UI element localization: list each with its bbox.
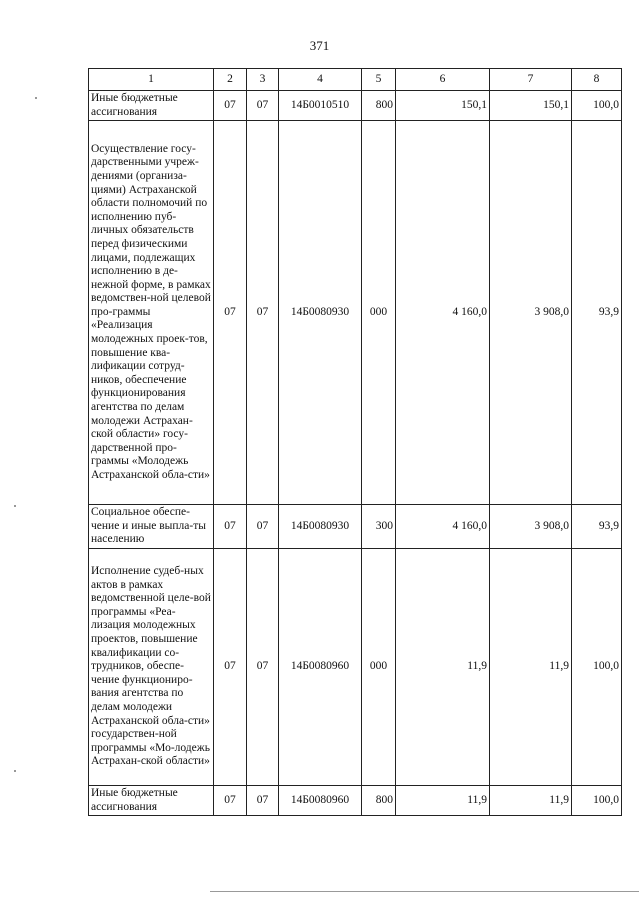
row-col-5: 800 — [362, 91, 396, 121]
row-percent: 93,9 — [572, 505, 622, 549]
scan-speck — [14, 770, 16, 772]
row-col-2: 07 — [214, 785, 247, 815]
row-percent: 93,9 — [572, 121, 622, 505]
row-plan: 4 160,0 — [396, 121, 490, 505]
row-fact: 3 908,0 — [490, 121, 572, 505]
header-col-4: 4 — [279, 69, 362, 91]
row-code: 14Б0080960 — [279, 785, 362, 815]
scan-edge-line — [210, 891, 639, 892]
row-col-5: 000 — [362, 548, 396, 785]
row-col-3: 07 — [247, 785, 279, 815]
row-col-5: 300 — [362, 505, 396, 549]
row-code: 14Б0080930 — [279, 505, 362, 549]
header-col-8: 8 — [572, 69, 622, 91]
row-fact: 11,9 — [490, 785, 572, 815]
row-percent: 100,0 — [572, 785, 622, 815]
row-plan: 150,1 — [396, 91, 490, 121]
table-row — [89, 785, 622, 815]
row-fact: 3 908,0 — [490, 505, 572, 549]
header-col-5: 5 — [362, 69, 396, 91]
header-col-6: 6 — [396, 69, 490, 91]
row-col-3: 07 — [247, 505, 279, 549]
header-col-2: 2 — [214, 69, 247, 91]
row-col-3: 07 — [247, 121, 279, 505]
row-col-2: 07 — [214, 121, 247, 505]
header-col-3: 3 — [247, 69, 279, 91]
header-col-7: 7 — [490, 69, 572, 91]
page-number: 371 — [309, 38, 330, 53]
row-description: Исполнение судеб-ных актов в рамках ведомственной целе-вой программы «Реа-лизация молодежных проектов, повышение квалификации со-трудников, обеспе-чение функциониро-вания агентства по делам молодежи Астраханской обла-сти» государствен-ной программы «Мо-лодежь Астрахан-ской области» — [89, 548, 214, 785]
row-fact: 11,9 — [490, 548, 572, 785]
row-description: Иные бюджетные ассигнования — [89, 91, 214, 121]
header-col-1: 1 — [89, 69, 214, 91]
row-col-5: 000 — [362, 121, 396, 505]
scan-speck — [14, 505, 16, 507]
row-col-2: 07 — [214, 91, 247, 121]
table-row — [89, 505, 622, 549]
row-code: 14Б0010510 — [279, 91, 362, 121]
row-description: Социальное обеспе-чение и иные выпла-ты населению — [89, 505, 214, 549]
row-code: 14Б0080930 — [279, 121, 362, 505]
row-col-5: 800 — [362, 785, 396, 815]
row-col-2: 07 — [214, 505, 247, 549]
table-row — [89, 548, 622, 785]
row-description: Иные бюджетные ассигнования — [89, 785, 214, 815]
table-row — [89, 121, 622, 505]
row-plan: 11,9 — [396, 548, 490, 785]
row-code: 14Б0080960 — [279, 548, 362, 785]
row-col-3: 07 — [247, 91, 279, 121]
row-col-3: 07 — [247, 548, 279, 785]
row-fact: 150,1 — [490, 91, 572, 121]
scan-speck — [35, 97, 37, 99]
budget-table — [88, 68, 622, 816]
header-row — [89, 69, 622, 91]
row-percent: 100,0 — [572, 548, 622, 785]
row-description: Осуществление госу-дарственными учреж-дениями (организа-циями) Астраханской области полномочий по исполнению пуб-личных обязательств перед физическими лицами, подлежащих исполнению в де-нежной форме, в рамках ведомствен-ной целевой про-граммы «Реализация молодежных проек-тов, повышение ква-лификации сотруд-ников, обеспечение функционирования агентства по делам молодежи Астрахан-ской области» госу-дарственной про-граммы «Молодежь Астраханской обла-сти» — [89, 121, 214, 505]
row-plan: 11,9 — [396, 785, 490, 815]
row-plan: 4 160,0 — [396, 505, 490, 549]
row-col-2: 07 — [214, 548, 247, 785]
row-percent: 100,0 — [572, 91, 622, 121]
table-row — [89, 91, 622, 121]
